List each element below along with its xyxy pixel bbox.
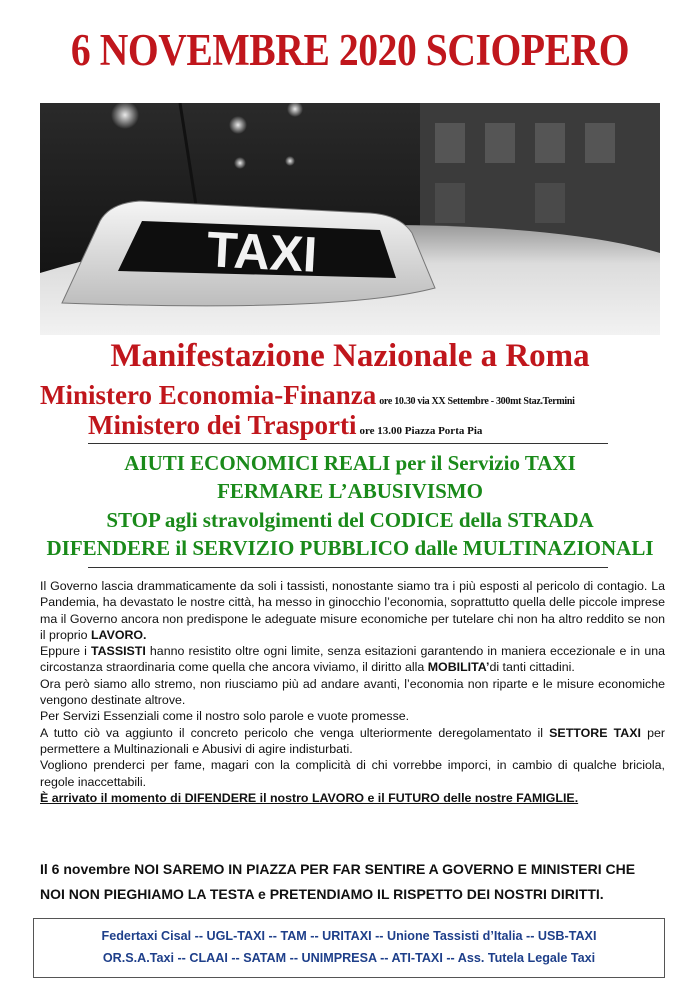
venue-2 bbox=[88, 410, 482, 441]
organizations-line-2: OR.S.A.Taxi -- CLAAI -- SATAM -- UNIMPRESA -- ATI-TAXI -- Ass. Tutela Legale Taxi bbox=[102, 951, 596, 965]
divider-bottom bbox=[88, 567, 608, 568]
taxi-sign-text: TAXI bbox=[205, 221, 319, 283]
organizations-box bbox=[33, 918, 665, 978]
demand-4: DIFENDERE il SERVIZIO PUBBLICO dalle MULTINAZIONALI bbox=[46, 536, 654, 560]
venue-2-detail: ore 13.00 Piazza Porta Pia bbox=[359, 425, 483, 437]
venue-1-name: Ministero Economia-Finanza bbox=[40, 380, 377, 410]
taxi-photo bbox=[40, 103, 660, 335]
venue-1-detail: ore 10.30 via XX Settembre - 300mt Staz.Termini bbox=[379, 396, 575, 407]
divider-top bbox=[88, 443, 608, 444]
demand-3: STOP agli stravolgimenti del CODICE della STRADA bbox=[106, 508, 594, 532]
demand-2: FERMARE L’ABUSIVISMO bbox=[217, 479, 483, 503]
organizations-line-1: Federtaxi Cisal -- UGL-TAXI -- TAM -- URITAXI -- Unione Tassisti d’Italia -- USB-TAXI bbox=[101, 929, 597, 943]
body-text bbox=[40, 578, 665, 806]
paragraph-emphasis: È arrivato il momento di DIFENDERE il nostro LAVORO e il FUTURO delle nostre FAMIGLIE. bbox=[40, 790, 579, 805]
paragraph: Vogliono prenderci per fame, magari con la complicità di chi vorrebbe imporci, in cambio di qualche briciola, regole inaccettabili. bbox=[40, 758, 665, 789]
venue-1 bbox=[40, 380, 575, 411]
event-title: Manifestazione Nazionale a Roma bbox=[110, 338, 590, 374]
paragraph: Eppure i TASSISTI hanno resistito oltre ogni limite, senza esitazioni garantendo in maniera eccezionale e in una circostanza straordinaria come quella che ancora viviamo, il diritto alla MOBILITA’di tanti cittadini. bbox=[40, 644, 665, 675]
demand-1: AIUTI ECONOMICI REALI per il Servizio TAXI bbox=[124, 451, 576, 475]
paragraph: Per Servizi Essenziali come il nostro solo parole e vuote promesse. bbox=[40, 709, 410, 724]
venue-2-name: Ministero dei Trasporti bbox=[88, 410, 357, 440]
paragraph: A tutto ciò va aggiunto il concreto pericolo che venga ulteriormente deregolamentato il SETTORE TAXI per permettere a Multinazionali e Abusivi di agire indisturbati. bbox=[40, 725, 666, 756]
headline: 6 NOVEMBRE 2020 SCIOPERO bbox=[70, 25, 630, 75]
paragraph: Il Governo lascia drammaticamente da soli i tassisti, nonostante siamo tra i più esposti al pericolo di contagio. La Pandemia, ha devastato le nostre città, ha messo in ginocchio l’economia, soprattutto quella delle piccole imprese ma il Governo ancora non predispone le adeguate misure economiche per tutelare chi non ha altro reddito se non il proprio LAVORO. bbox=[40, 579, 665, 642]
paragraph: Ora però siamo allo stremo, non riusciamo più ad andare avanti, l’economia non riparte e le misure economiche vengono destinate altrove. bbox=[40, 676, 665, 708]
closing-statement: Il 6 novembre NOI SAREMO IN PIAZZA PER FAR SENTIRE A GOVERNO E MINISTERI CHE NOI NON PIEGHIAMO LA TESTA e PRETENDIAMO IL RISPETTO DEI NOSTRI DIRITTI. bbox=[40, 861, 636, 902]
